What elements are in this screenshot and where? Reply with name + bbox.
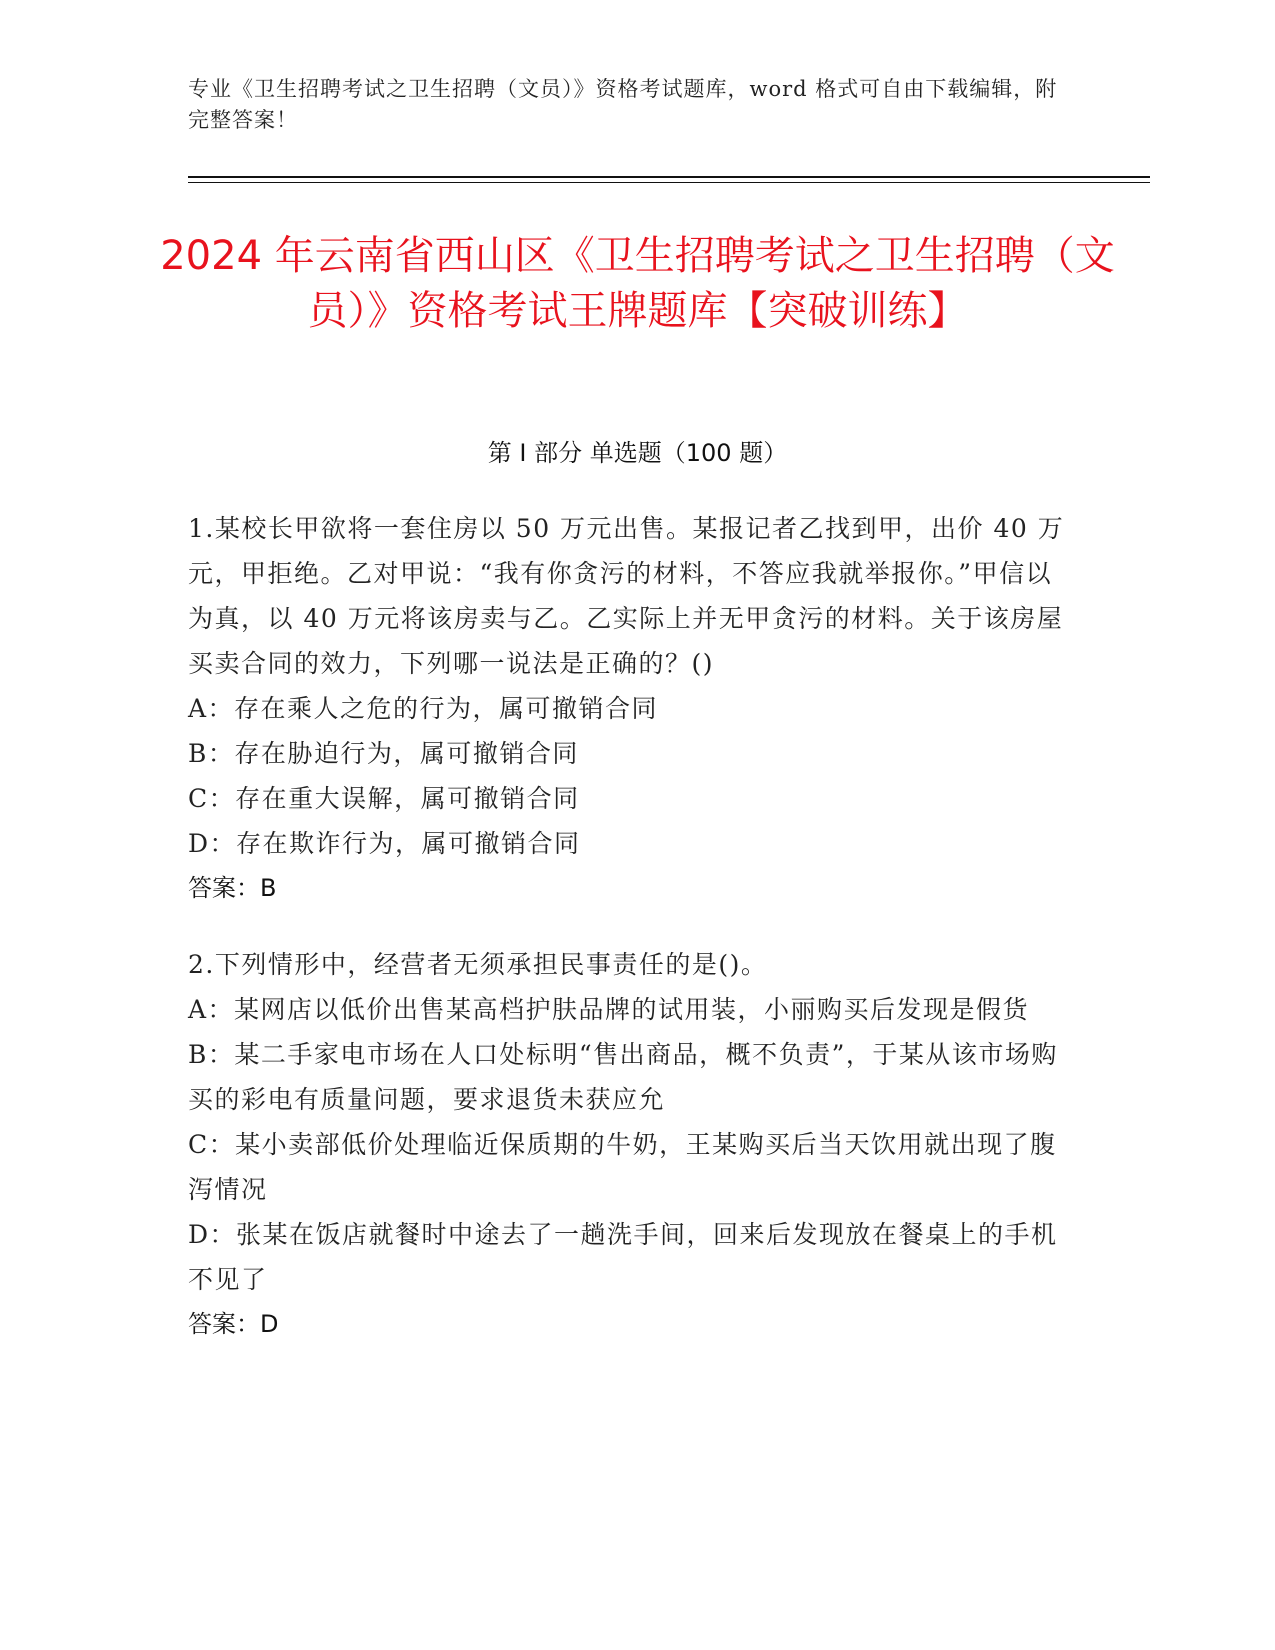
option-a: A：存在乘人之危的行为，属可撤销合同 <box>188 694 659 723</box>
question-stem: 1.某校长甲欲将一套住房以 50 万元出售。某报记者乙找到甲，出价 40 万元，甲拒绝。乙对甲说：“我有你贪污的材料，不答应我就举报你。”甲信以为真，以 40 万元将该房卖与乙。乙实际上并无甲贪污的材料。关于该房屋买卖合同的效力，下列哪一说法是正确的？() <box>188 514 1065 678</box>
answer: 答案：D <box>188 1310 279 1338</box>
question-2 <box>188 942 1078 1347</box>
header-divider-thin <box>188 182 1150 183</box>
option-b: B：存在胁迫行为，属可撤销合同 <box>188 739 579 768</box>
section-heading: 第 I 部分 单选题（100 题） <box>487 439 788 467</box>
option-a: A：某网店以低价出售某高档护肤品牌的试用装，小丽购买后发现是假货 <box>188 995 1030 1024</box>
answer: 答案：B <box>188 874 277 902</box>
option-c: C：某小卖部低价处理临近保质期的牛奶，王某购买后当天饮用就出现了腹泻情况 <box>188 1130 1057 1204</box>
option-d: D：张某在饭店就餐时中途去了一趟洗手间，回来后发现放在餐桌上的手机不见了 <box>188 1220 1058 1294</box>
option-d: D：存在欺诈行为，属可撤销合同 <box>188 829 581 858</box>
question-1 <box>188 506 1078 911</box>
document-title: 2024 年云南省西山区《卫生招聘考试之卫生招聘（文员）》资格考试王牌题库【突破训练】 <box>160 233 1115 334</box>
header-divider-thick <box>188 176 1150 178</box>
header-note: 专业《卫生招聘考试之卫生招聘（文员）》资格考试题库，word 格式可自由下载编辑，附完整答案！ <box>188 77 1058 132</box>
question-stem: 2.下列情形中，经营者无须承担民事责任的是()。 <box>188 950 768 979</box>
option-c: C：存在重大误解，属可撤销合同 <box>188 784 580 813</box>
option-b: B：某二手家电市场在人口处标明“售出商品，概不负责”，于某从该市场购买的彩电有质量问题，要求退货未获应允 <box>188 1040 1058 1114</box>
